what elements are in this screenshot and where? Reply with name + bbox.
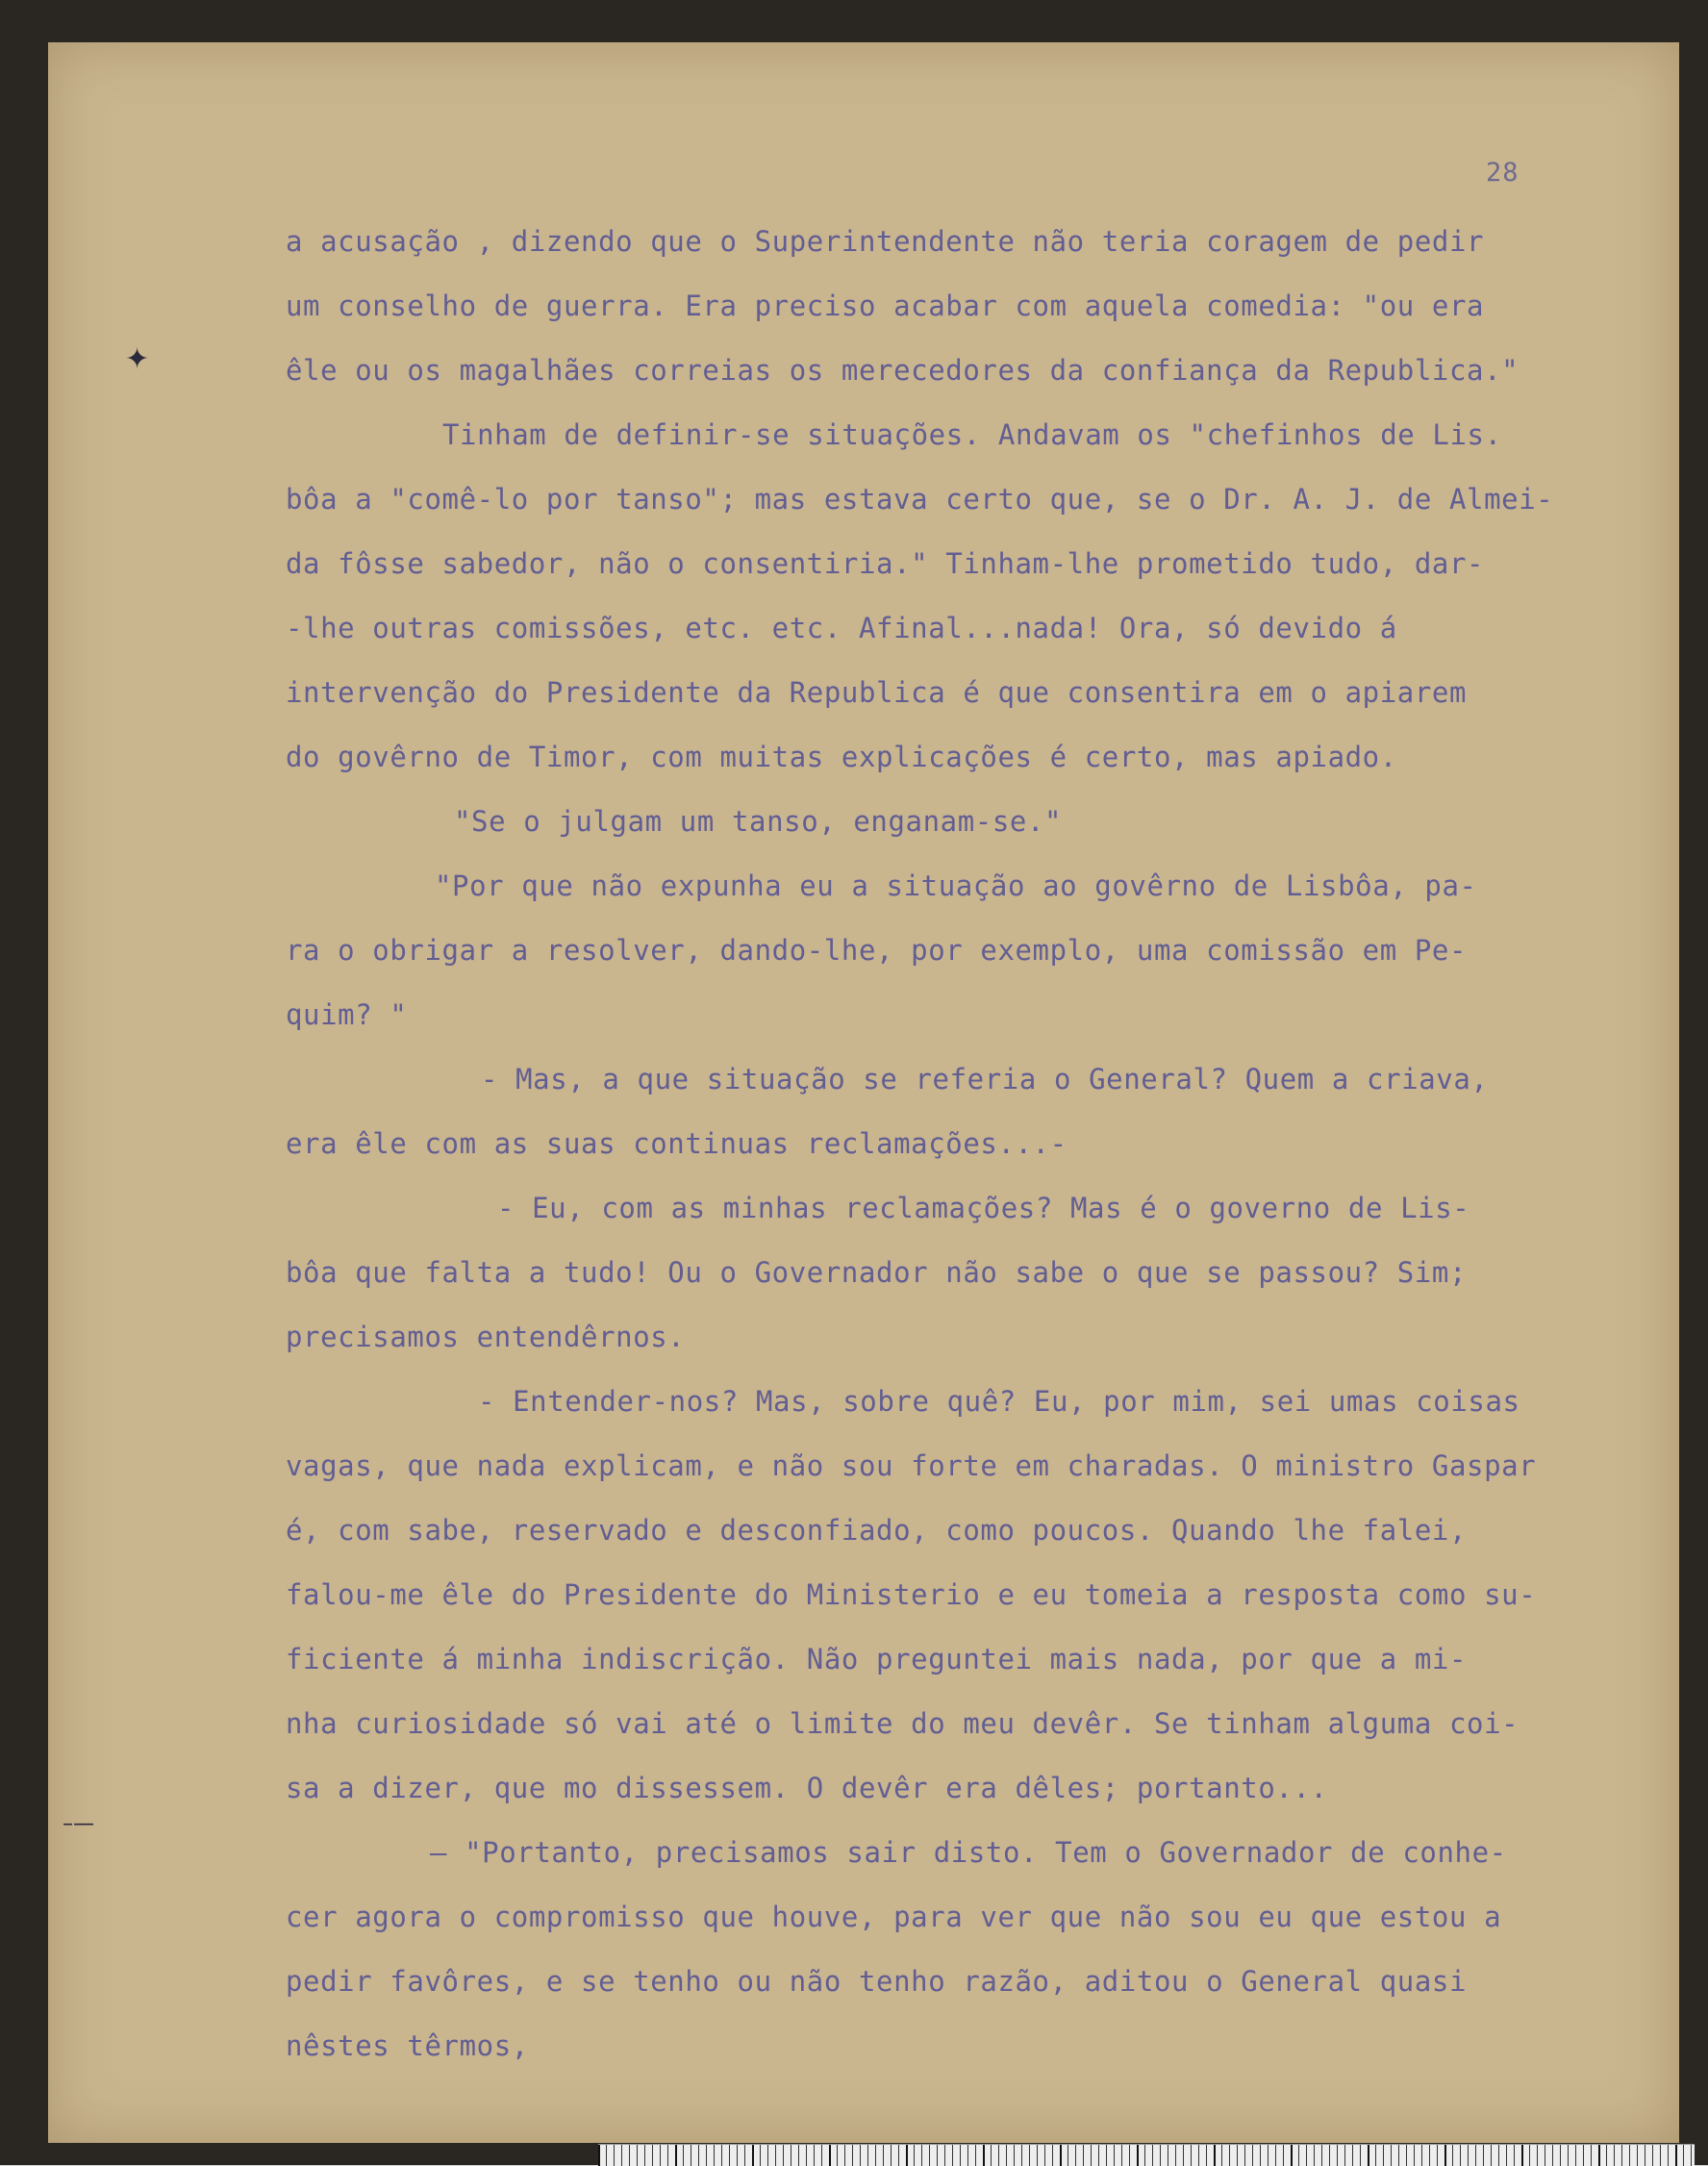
text-line: intervenção do Presidente da Republica é que consentira em o apiarem <box>286 676 1468 709</box>
text-line: — "Portanto, precisamos sair disto. Tem o Governador de conhe- <box>430 1836 1507 1869</box>
text-line: bôa a "comê-lo por tanso"; mas estava certo que, se o Dr. A. J. de Almei- <box>286 483 1554 516</box>
text-line: nha curiosidade só vai até o limite do meu devêr. Se tinham alguma coi- <box>286 1707 1520 1740</box>
scan-ruler <box>598 2144 1695 2166</box>
text-line: é, com sabe, reservado e desconfiado, como poucos. Quando lhe falei, <box>286 1514 1468 1547</box>
text-line: ficiente á minha indiscrição. Não preguntei mais nada, por que a mi- <box>286 1643 1468 1675</box>
text-line: Tinham de definir-se situações. Andavam os "chefinhos de Lis. <box>442 418 1502 451</box>
text-line: nêstes têrmos, <box>286 2029 529 2062</box>
text-line: precisamos entendêrnos. <box>286 1321 686 1353</box>
text-line: da fôsse sabedor, não o consentiria." Tinham-lhe prometido tudo, dar- <box>286 547 1485 580</box>
document-page <box>48 42 1679 2143</box>
ink-mark-icon: –— <box>63 1812 94 1836</box>
text-line: cer agora o compromisso que houve, para ver que não sou eu que estou a <box>286 1901 1502 1933</box>
text-line: "Se o julgam um tanso, enganam-se." <box>454 805 1063 838</box>
text-line: - Mas, a que situação se referia o General? Quem a criava, <box>481 1063 1489 1096</box>
text-line: sa a dizer, que mo dissessem. O devêr era dêles; portanto... <box>286 1772 1328 1804</box>
text-line: - Entender-nos? Mas, sobre quê? Eu, por mim, sei umas coisas <box>478 1385 1520 1418</box>
ruler-major-ticks <box>598 2145 1695 2166</box>
page-number: 28 <box>1486 158 1520 188</box>
text-line: bôa que falta a tudo! Ou o Governador não sabe o que se passou? Sim; <box>286 1256 1468 1289</box>
text-line: vagas, que nada explicam, e não sou forte em charadas. O ministro Gaspar <box>286 1449 1537 1482</box>
text-line: pedir favôres, e se tenho ou não tenho razão, aditou o General quasi <box>286 1965 1468 1998</box>
text-line: do govêrno de Timor, com muitas explicações é certo, mas apiado. <box>286 741 1397 773</box>
text-line: "Por que não expunha eu a situação ao govêrno de Lisbôa, pa- <box>435 869 1477 902</box>
text-line: a acusação , dizendo que o Superintendente não teria coragem de pedir <box>286 225 1485 258</box>
typed-text-body <box>48 42 1679 2143</box>
text-line: um conselho de guerra. Era preciso acabar com aquela comedia: "ou era <box>286 290 1485 322</box>
text-line: falou-me êle do Presidente do Ministerio e eu tomeia a resposta como su- <box>286 1578 1537 1611</box>
text-line: ra o obrigar a resolver, dando-lhe, por exemplo, uma comissão em Pe- <box>286 934 1468 967</box>
ink-mark-icon: ✦ <box>125 342 150 376</box>
text-line: êle ou os magalhães correias os merecedores da confiança da Republica." <box>286 354 1520 387</box>
text-line: - Eu, com as minhas reclamações? Mas é o governo de Lis- <box>497 1192 1470 1224</box>
text-line: era êle com as suas continuas reclamações...- <box>286 1127 1068 1160</box>
text-line: quim? " <box>286 998 408 1031</box>
text-line: -lhe outras comissões, etc. etc. Afinal...nada! Ora, só devido á <box>286 612 1397 644</box>
